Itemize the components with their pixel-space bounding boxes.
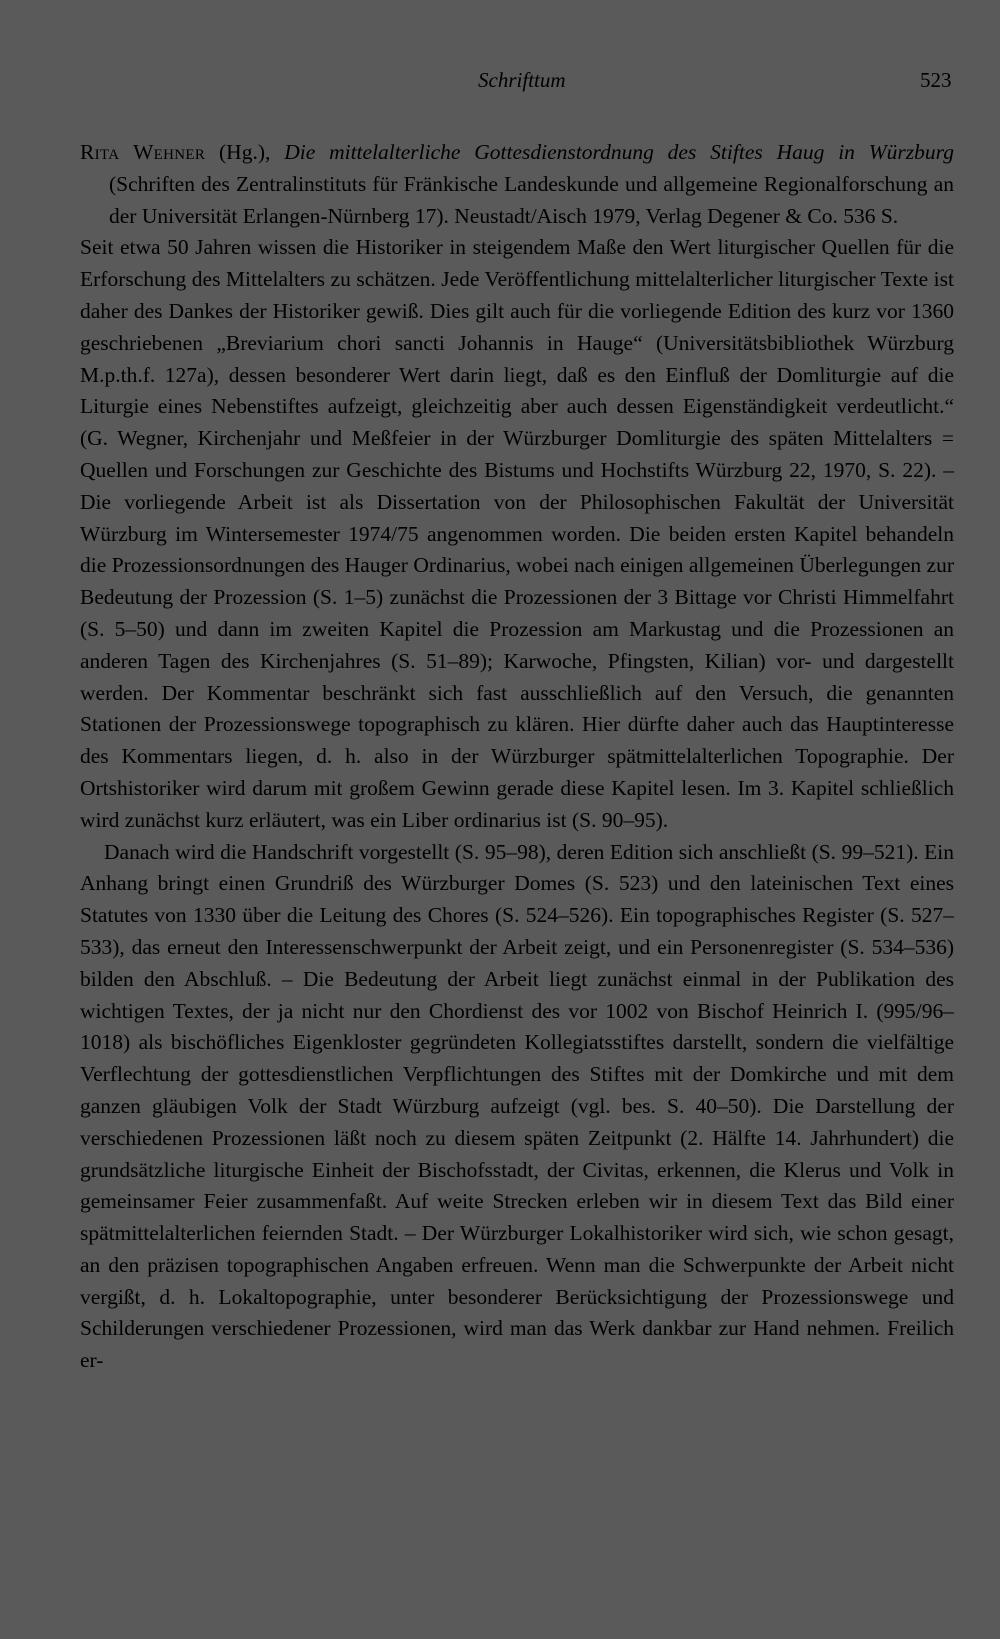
citation-editor-mark: (Hg.), — [205, 140, 285, 164]
citation-details: (Schriften des Zentralinstituts für Fränkische Landeskunde und allgemeine Regionalforschung an der Universität Erlangen-Nürnberg 17). Neustadt/Aisch 1979, Verlag Degener & Co. 536 S. — [109, 171, 954, 228]
citation-author: Rita Wehner — [80, 140, 206, 164]
review-entry — [80, 137, 954, 1377]
citation-title: Die mittelalterliche Gottesdienstordnung des Stiftes Haug in Würzburg — [284, 140, 954, 164]
review-paragraph-1: Seit etwa 50 Jahren wissen die Historiker in steigendem Maße den Wert liturgischer Quellen für die Erforschung des Mittelalters zu schätzen. Jede Veröffentlichung mittelalterlicher liturgischer Texte ist daher des Dankes der Historiker gewiß. Dies gilt auch für die vorliegende Edition des kurz vor 1360 geschriebenen „Breviarium chori sancti Johannis in Hauge“ (Universitätsbibliothek Würzburg M.p.th.f. 127a), dessen besonderer Wert darin liegt, daß es den Einfluß der Domliturgie auf die Liturgie eines Nebenstiftes aufzeigt, gleichzeitig aber auch dessen Eigenständigkeit verdeutlicht.“ (G. Wegner, Kirchenjahr und Meßfeier in der Würzburger Domliturgie des späten Mittelalters = Quellen und Forschungen zur Geschichte des Bistums und Hochstifts Würzburg 22, 1970, S. 22). – Die vorliegende Arbeit ist als Dissertation von der Philosophischen Fakultät der Universität Würzburg im Wintersemester 1974/75 angenommen worden. Die beiden ersten Kapitel behandeln die Prozessionsordnungen des Hauger Ordinarius, wobei nach einigen allgemeinen Überlegungen zur Bedeutung der Prozession (S. 1–5) zunächst die Prozessionen der 3 Bittage vor Christi Himmelfahrt (S. 5–50) und dann im zweiten Kapitel die Prozession am Markustag und die Prozessionen an anderen Tagen des Kirchenjahres (S. 51–89); Karwoche, Pfingsten, Kilian) vor- und dargestellt werden. Der Kommentar beschränkt sich fast ausschließlich auf den Versuch, die genannten Stationen der Prozessionswege topographisch zu klären. Hier dürfte daher auch das Hauptinteresse des Kommentars liegen, d. h. also in der Würzburger spätmittelalterlichen Topographie. Der Ortshistoriker wird darum mit großem Gewinn gerade diese Kapitel lesen. Im 3. Kapitel schließlich wird zunächst kurz erläutert, was ein Liber ordinarius ist (S. 90–95). — [80, 235, 954, 832]
page-number: 523 — [920, 68, 952, 92]
running-head — [0, 68, 1000, 102]
running-title: Schrifttum — [478, 68, 566, 92]
review-paragraph-2: Danach wird die Handschrift vorgestellt (S. 95–98), deren Edition sich anschließt (S. 99–521). Ein Anhang bringt einen Grundriß des Würzburger Domes (S. 523) und den lateinischen Text eines Statutes von 1330 über die Leitung des Chores (S. 524–526). Ein topographisches Register (S. 527–533), das erneut den Interessenschwerpunkt der Arbeit zeigt, und ein Personenregister (S. 534–536) bilden den Abschluß. – Die Bedeutung der Arbeit liegt zunächst einmal in der Publikation des wichtigen Textes, der ja nicht nur den Chordienst des vor 1002 von Bischof Heinrich I. (995/96–1018) als bischöfliches Eigenkloster gegründeten Kollegiatsstiftes darstellt, sondern die vielfältige Verflechtung der gottesdienstlichen Verpflichtungen des Stiftes mit der Domkirche und mit dem ganzen gläubigen Volk der Stadt Würzburg aufzeigt (vgl. bes. S. 40–50). Die Darstellung der verschiedenen Prozessionen läßt noch zu diesem späten Zeitpunkt (2. Hälfte 14. Jahrhundert) die grundsätzliche liturgische Einheit der Bischofsstadt, der Civitas, erkennen, die Klerus und Volk in gemeinsamer Feier zusammenfaßt. Auf weite Strecken erleben wir in diesem Text das Bild einer spätmittelalterlichen feiernden Stadt. – Der Würzburger Lokalhistoriker wird sich, wie schon gesagt, an den präzisen topographischen Angaben erfreuen. Wenn man die Schwerpunkte der Arbeit nicht vergißt, d. h. Lokaltopographie, unter besonderer Berücksichtigung der Prozessionswege und Schilderungen verschiedener Prozessionen, wird man das Werk dankbar zur Hand nehmen. Freilich er- — [80, 839, 954, 1373]
bibliographic-citation — [80, 137, 954, 232]
